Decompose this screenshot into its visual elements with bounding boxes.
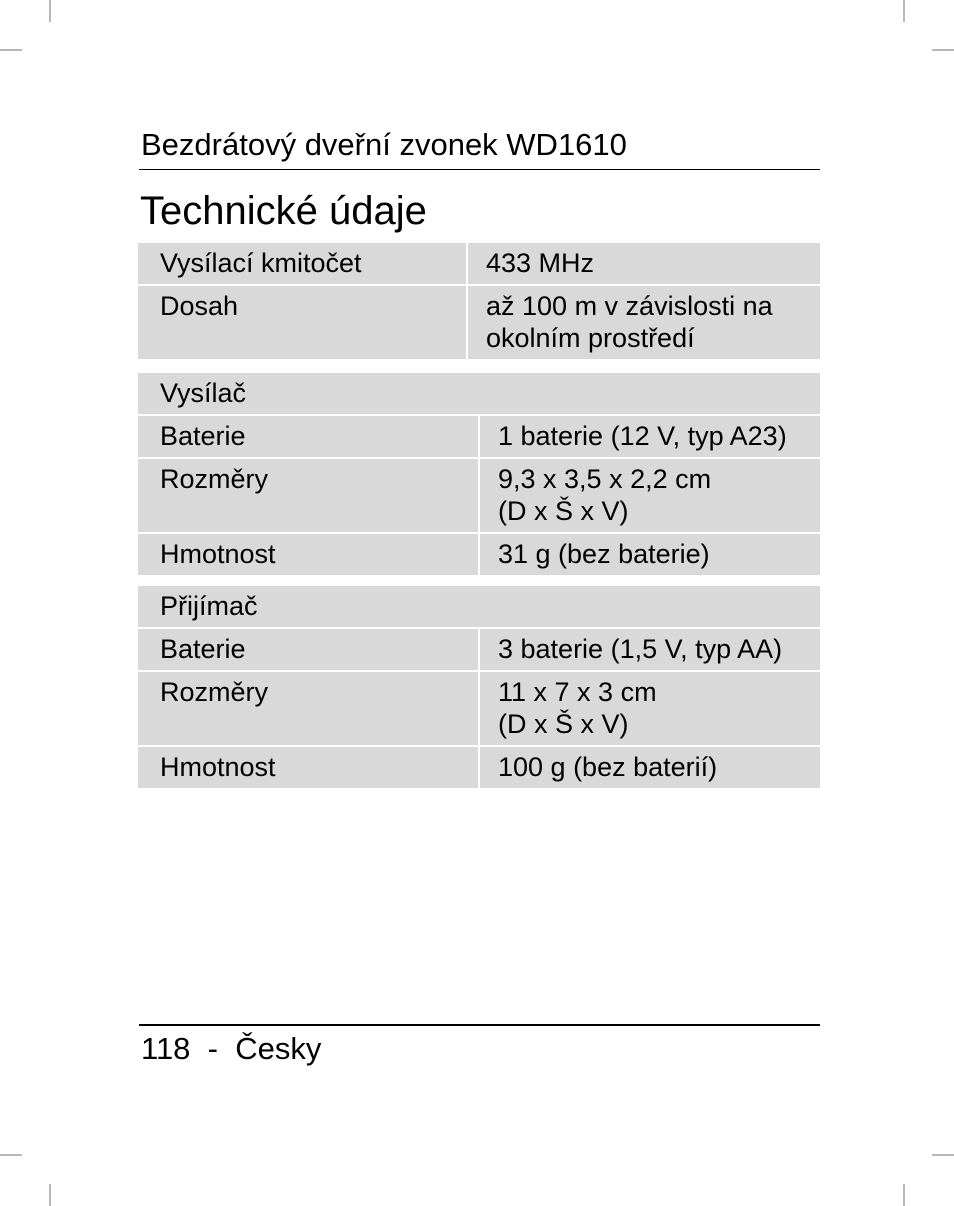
- table-group-heading-row: [138, 373, 820, 415]
- footer-separator: -: [207, 1031, 218, 1066]
- spec-label: Hmotnost: [138, 746, 479, 788]
- crop-mark: [49, 1184, 51, 1206]
- crop-mark: [49, 0, 51, 22]
- crop-mark: [932, 1154, 954, 1156]
- spec-value-line: 100 g (bez baterií): [498, 752, 718, 782]
- transmitter-spec-table: [138, 373, 820, 575]
- spec-value: [479, 746, 820, 788]
- spec-label: Rozměry: [138, 458, 479, 533]
- spec-value-line: okolním prostředí: [486, 323, 695, 353]
- spec-label: Dosah: [138, 285, 467, 359]
- crop-mark: [932, 49, 954, 51]
- spec-value-line: (D x Š x V): [498, 709, 629, 739]
- receiver-spec-table: [138, 586, 820, 788]
- table-row: [138, 415, 820, 458]
- spec-value-line: 1 baterie (12 V, typ A23): [498, 421, 787, 451]
- spec-value-line: 9,3 x 3,5 x 2,2 cm: [498, 464, 712, 494]
- spec-value: [479, 628, 820, 671]
- spec-value: [467, 285, 820, 359]
- header-divider: [139, 169, 820, 170]
- table-row: [138, 628, 820, 671]
- spec-label: Baterie: [138, 415, 479, 458]
- spec-value: [467, 243, 820, 285]
- page-number: 118: [141, 1031, 191, 1066]
- spec-label: Vysílací kmitočet: [138, 243, 467, 285]
- crop-mark: [903, 1184, 905, 1206]
- document-header: Bezdrátový dveřní zvonek WD1610: [141, 127, 627, 162]
- spec-label: Baterie: [138, 628, 479, 671]
- crop-mark: [0, 1154, 22, 1156]
- spec-value: [479, 458, 820, 533]
- crop-mark: [903, 0, 905, 22]
- crop-mark: [0, 49, 22, 51]
- spec-value-line: 11 x 7 x 3 cm: [498, 677, 657, 707]
- spec-value-line: 31 g (bez baterie): [498, 539, 710, 569]
- table-row: [138, 671, 820, 746]
- spec-value: [479, 415, 820, 458]
- group-heading-transmitter: Vysílač: [138, 373, 820, 415]
- table-row: [138, 243, 820, 285]
- spec-label: Hmotnost: [138, 533, 479, 575]
- group-heading-receiver: Přijímač: [138, 586, 820, 628]
- spec-value: [479, 671, 820, 746]
- spec-value-line: až 100 m v závislosti na: [486, 291, 773, 321]
- table-row: [138, 458, 820, 533]
- spec-value-line: (D x Š x V): [498, 496, 629, 526]
- table-row: [138, 746, 820, 788]
- footer-language: Česky: [235, 1031, 322, 1066]
- spec-value: [479, 533, 820, 575]
- spec-value-line: 433 MHz: [486, 248, 595, 278]
- page-footer: [141, 1030, 321, 1068]
- general-spec-table: [138, 243, 820, 359]
- spec-label: Rozměry: [138, 671, 479, 746]
- spec-value-line: 3 baterie (1,5 V, typ AA): [498, 634, 783, 664]
- table-group-heading-row: [138, 586, 820, 628]
- table-row: [138, 285, 820, 359]
- footer-divider: [139, 1024, 820, 1026]
- table-row: [138, 533, 820, 575]
- section-title: Technické údaje: [140, 189, 427, 233]
